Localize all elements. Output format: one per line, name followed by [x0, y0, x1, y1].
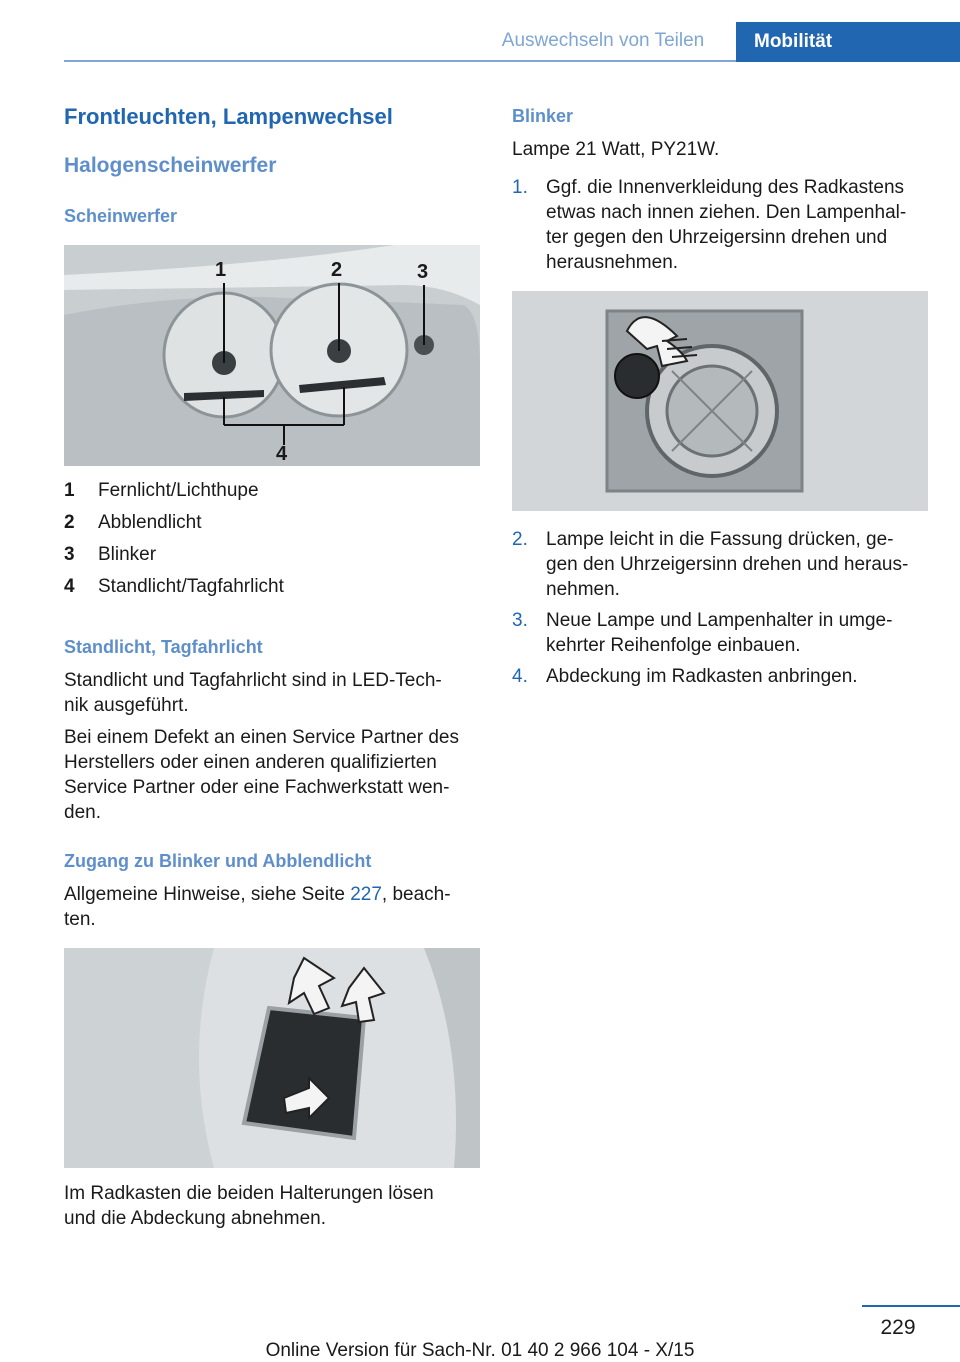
step-line: herausnehmen.: [546, 252, 679, 273]
legend-item: [64, 544, 156, 566]
header-section: Auswechseln von Teilen: [501, 30, 705, 51]
zugang-pre: Allgemeine Hinweise, siehe Seite: [64, 884, 351, 905]
step-item: [512, 664, 932, 689]
step-line: Abdeckung im Radkasten anbringen.: [546, 666, 858, 687]
step-line: kehrter Reihenfolge einbauen.: [546, 635, 801, 656]
legend-num: 2: [64, 512, 75, 533]
step-line: ter gegen den Uhrzeigersinn drehen und: [546, 227, 888, 248]
header-chapter-tab: Mobilität: [736, 22, 960, 62]
step-line: Neue Lampe und Lampenhalter in umge‐: [546, 610, 893, 631]
figure-caption-line: und die Abdeckung abnehmen.: [64, 1208, 326, 1229]
step-item: [512, 527, 932, 602]
step-item: [512, 608, 932, 658]
lamp-spec: Lampe 21 Watt, PY21W.: [512, 139, 720, 160]
standlicht-text-line: Herstellers oder einen anderen qualifizierten: [64, 752, 437, 773]
legend-text: Abblendlicht: [98, 512, 202, 533]
step-number: 3.: [512, 610, 528, 631]
lamp-holder-figure: [512, 291, 928, 511]
legend-num: 1: [64, 480, 75, 501]
legend-text: Blinker: [98, 544, 157, 565]
standlicht-text-line: den.: [64, 802, 101, 823]
callout-1: 1: [215, 259, 227, 281]
step-line: gen den Uhrzeigersinn drehen und heraus‐: [546, 554, 909, 575]
step-number: 4.: [512, 666, 528, 687]
figure-caption-line: Im Radkasten die beiden Halterungen lösen: [64, 1183, 434, 1204]
footer-text: Online Version für Sach-Nr. 01 40 2 966 104 - X/15: [265, 1340, 695, 1361]
standlicht-text-line: nik ausgeführt.: [64, 695, 189, 716]
step-line: Ggf. die Innenverkleidung des Radkastens: [546, 177, 905, 198]
zugang-text-line: ten.: [64, 909, 96, 930]
legend-num: 3: [64, 544, 75, 565]
standlicht-text-line: Service Partner oder eine Fachwerkstatt wen‐: [64, 777, 450, 798]
page-title: Frontleuchten, Lampenwechsel: [64, 104, 393, 129]
blinker-heading: Blinker: [512, 106, 574, 126]
step-number: 1.: [512, 177, 528, 198]
wheel-arch-cover-figure: [64, 948, 480, 1168]
step-line: etwas nach innen ziehen. Den Lampenhal‐: [546, 202, 907, 223]
zugang-post: , beach‐: [381, 884, 451, 905]
standlicht-heading: Standlicht, Tagfahrlicht: [64, 637, 263, 657]
step-line: Lampe leicht in die Fassung drücken, ge‐: [546, 529, 894, 550]
step-number: 2.: [512, 529, 528, 550]
legend-item: [64, 480, 259, 502]
legend-item: [64, 512, 202, 534]
headlight-figure: [64, 245, 480, 466]
page-ref-link[interactable]: 227: [350, 884, 382, 905]
section-heading: Scheinwerfer: [64, 206, 178, 226]
step-line: nehmen.: [546, 579, 620, 600]
standlicht-text-line: Standlicht und Tagfahrlicht sind in LED-Tech‐: [64, 670, 442, 691]
legend-text: Standlicht/Tagfahrlicht: [98, 576, 284, 597]
legend-item: [64, 576, 284, 598]
zugang-heading: Zugang zu Blinker und Abblendlicht: [64, 851, 372, 871]
callout-3: 3: [417, 261, 429, 283]
step-item: [512, 175, 932, 275]
legend-text: Fernlicht/Lichthupe: [98, 480, 259, 501]
standlicht-text-line: Bei einem Defekt an einen Service Partner des: [64, 727, 459, 748]
callout-2: 2: [331, 259, 343, 281]
callout-4: 4: [276, 443, 288, 465]
legend-num: 4: [64, 576, 75, 597]
subtitle: Halogenscheinwerfer: [64, 154, 277, 177]
zugang-text-line: [64, 882, 484, 907]
page-number: 229: [880, 1316, 916, 1339]
footer-rule: [862, 1305, 960, 1307]
